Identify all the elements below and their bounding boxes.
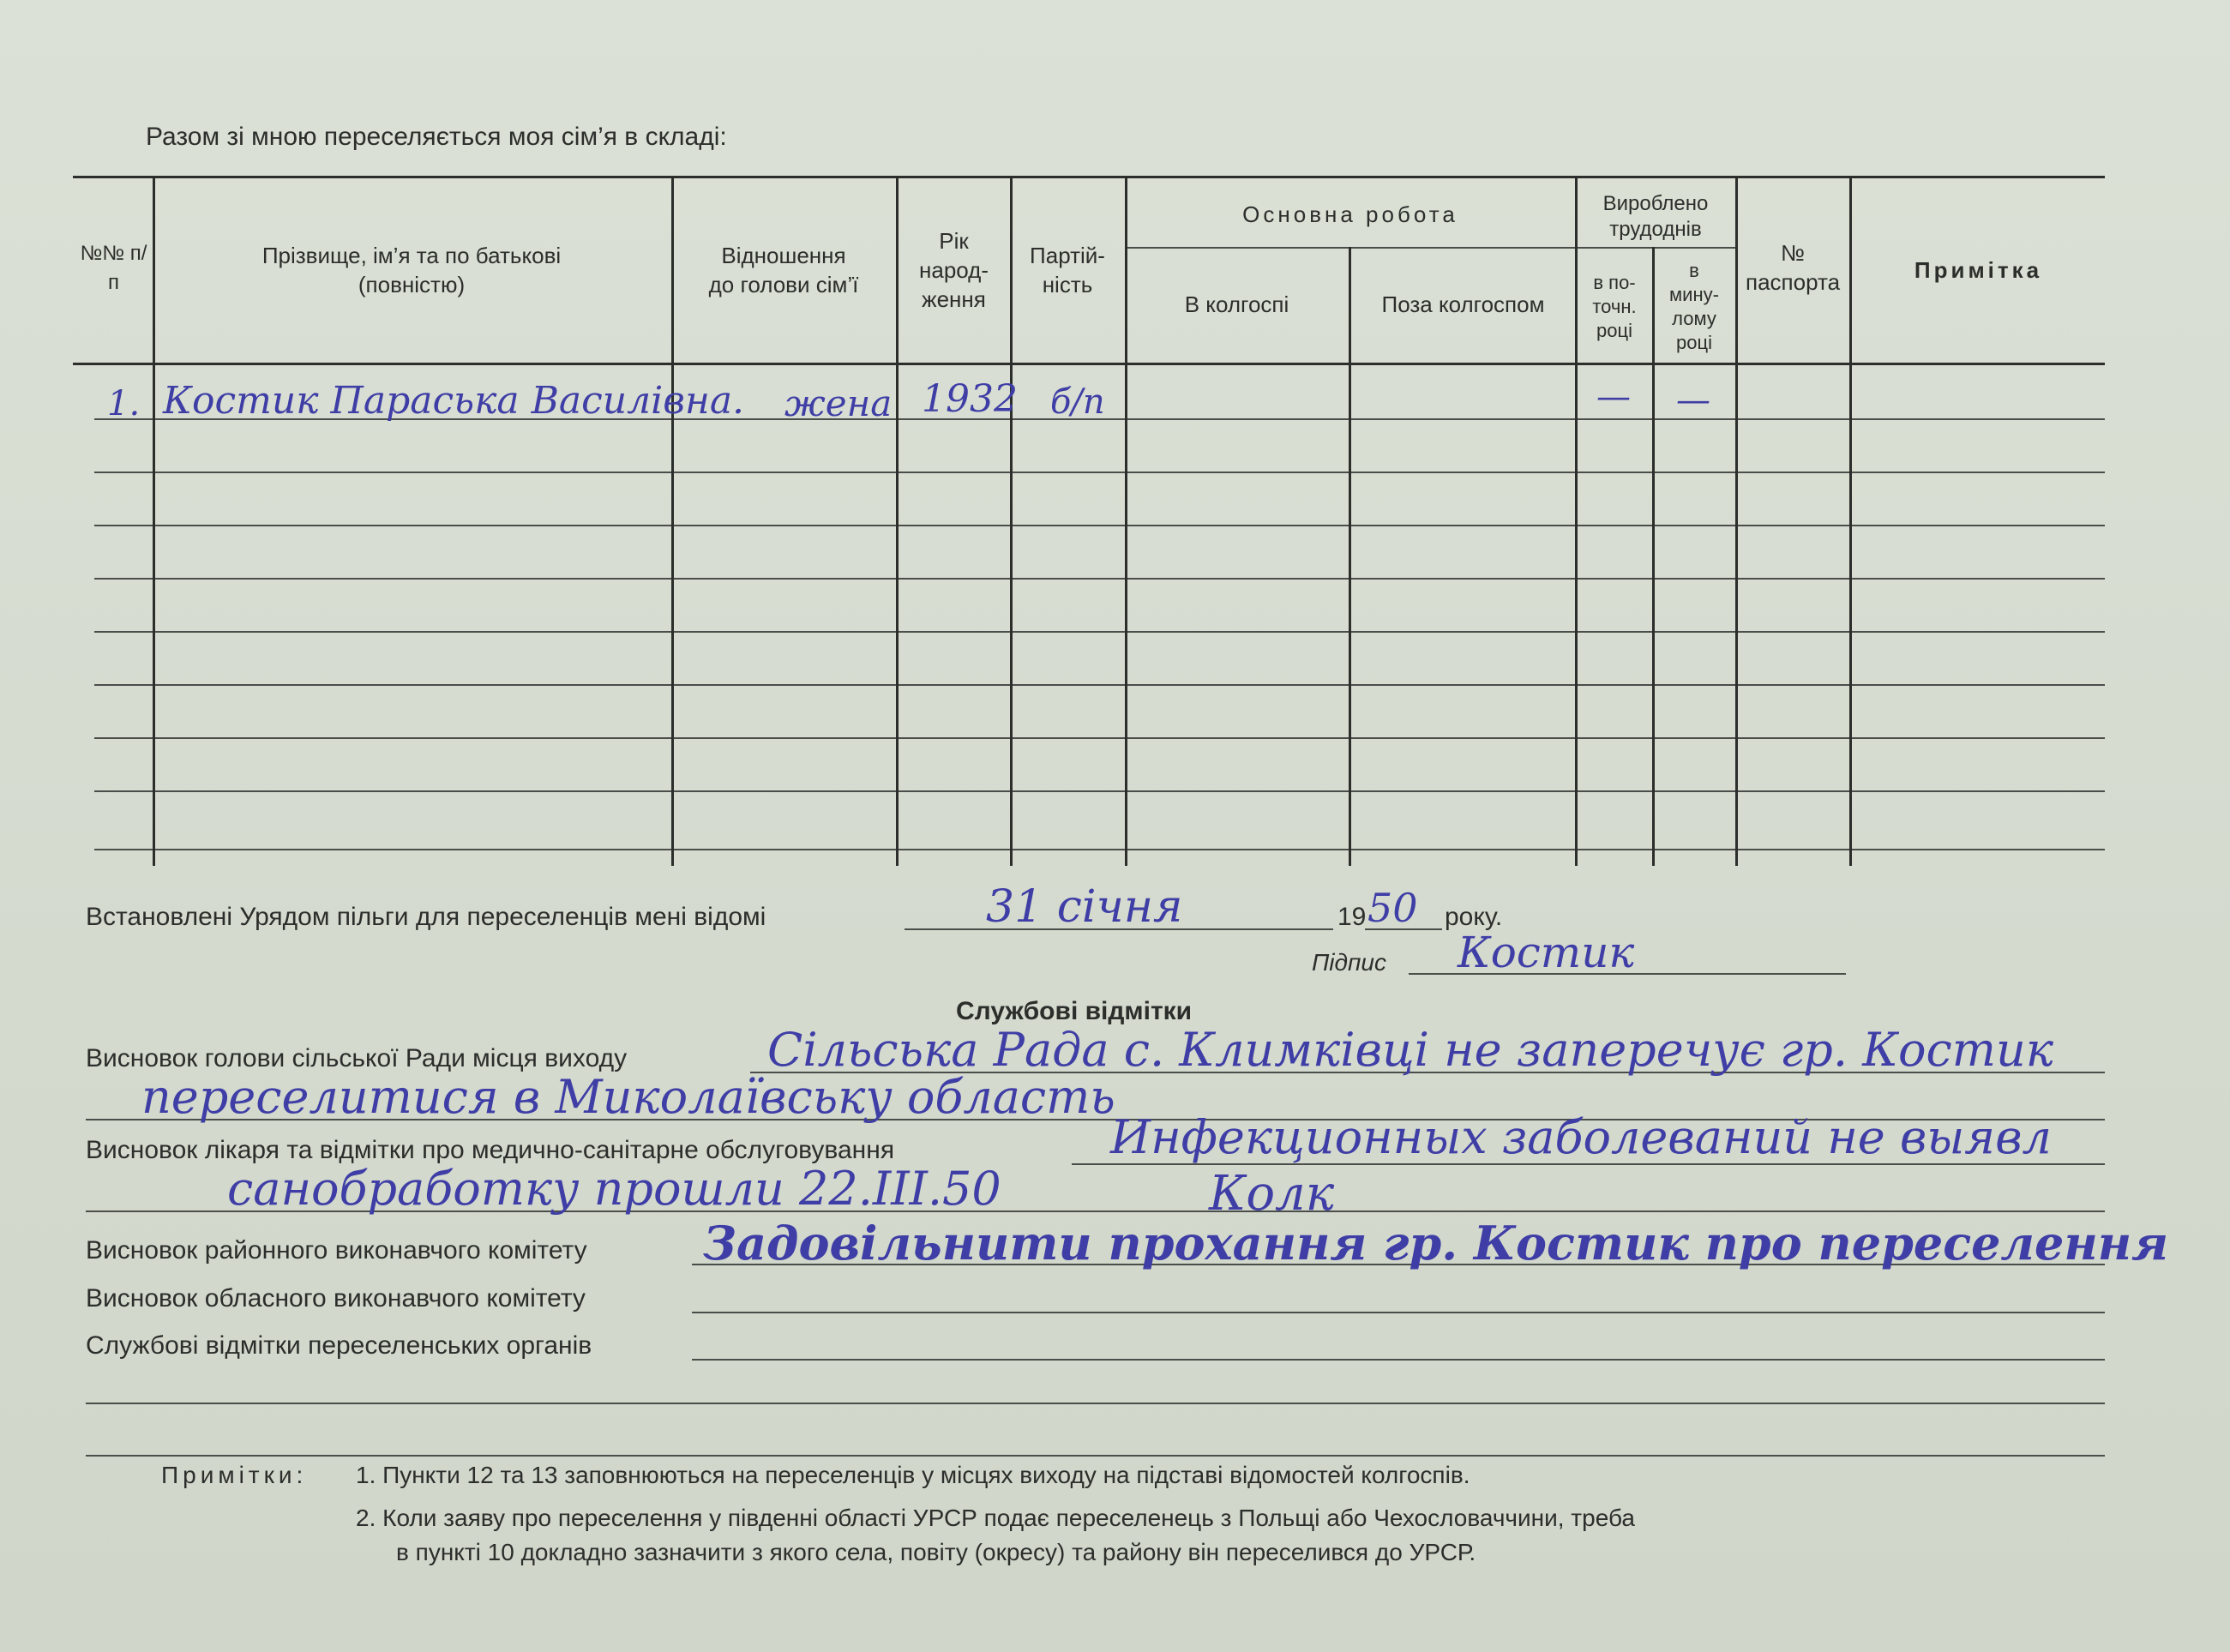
table-header-bottom-border	[73, 363, 2105, 365]
doctor-hand-sign: Колк	[1209, 1166, 1335, 1222]
col-divider-num	[153, 176, 155, 866]
row-1-num: 1.	[107, 384, 141, 424]
oblast-committee-line	[692, 1312, 2105, 1313]
header-workdays-last: в мину- лому році	[1669, 260, 1719, 353]
district-committee-label: Висновок районного виконавчого комітету	[86, 1236, 587, 1265]
row-1-relation: жена	[784, 382, 893, 424]
header-outside-kolhosp: Поза колгоспом	[1381, 291, 1545, 317]
header-party: Партій- ність	[1030, 243, 1105, 297]
row-line-2	[94, 472, 2105, 473]
col-divider-party	[1125, 176, 1127, 866]
notes-item-2-line-1: 2. Коли заяву про переселення у південні області УРСР подає переселенець з Польщі або Чехословаччини, треба	[356, 1505, 1635, 1531]
village-council-hand-2: переселитися в Миколаївську область	[141, 1070, 1115, 1124]
header-num: №№ п/п	[80, 242, 147, 294]
row-1-party: б/п	[1050, 382, 1105, 422]
row-line-6	[94, 684, 2105, 686]
doctor-label: Висновок лікаря та відмітки про медично-санітарне обслуговування	[86, 1136, 895, 1164]
header-workdays-current: в по- точн. році	[1592, 272, 1637, 341]
header-birth-year: Рік народ- ження	[919, 228, 989, 312]
resettlement-marks-line-2	[86, 1403, 2105, 1404]
village-council-label: Висновок голови сільської Ради місця виходу	[86, 1044, 628, 1072]
notes-item-1: 1. Пункти 12 та 13 заповнюються на переселенців у місцях виходу на підставі відомостей колгоспів.	[356, 1462, 1470, 1488]
row-1-name: Костик Параська Василівна.	[163, 379, 745, 423]
notes-item-2-line-2: в пункті 10 докладно зазначити з якого села, повіту (окресу) та району він переселився до УРСР.	[396, 1539, 1476, 1565]
benefits-year: 50	[1367, 885, 1418, 931]
header-relation: Відношення до голови сім’ї	[708, 243, 859, 297]
district-committee-hand: Задовільнити прохання гр. Костик про переселення	[703, 1216, 2169, 1271]
resettlement-marks-label: Службові відмітки переселенських органів	[86, 1331, 592, 1360]
benefits-year-suffix: року.	[1445, 903, 1503, 931]
header-name: Прізвище, ім’я та по батькові (повністю)	[261, 243, 562, 297]
col-divider-kolhosp	[1349, 247, 1351, 866]
header-note: Примітка	[1914, 257, 2043, 283]
oblast-committee-label: Висновок обласного виконавчого комітету	[86, 1284, 586, 1313]
signature: Костик	[1458, 928, 1635, 977]
doctor-hand-2: санобработку прошли 22.III.50	[227, 1162, 1001, 1216]
benefits-year-prefix: 19	[1337, 903, 1367, 931]
col-divider-relation	[896, 176, 899, 866]
header-in-kolhosp: В колгоспі	[1184, 291, 1289, 317]
benefits-label: Встановлені Урядом пільги для переселенців мені відомі	[86, 903, 766, 931]
intro-text: Разом зі мною переселяється моя сім’я в складі:	[146, 123, 727, 151]
header-main-work: Основна робота	[1242, 201, 1458, 227]
row-line-8	[94, 790, 2105, 792]
table-top-border	[73, 176, 2105, 178]
signature-label: Підпис	[1312, 949, 1386, 976]
header-workdays: Вироблено трудоднів	[1602, 191, 1709, 241]
service-title: Службові відмітки	[956, 997, 1193, 1025]
row-1-workdays-current: —	[1596, 377, 1631, 417]
row-line-4	[94, 578, 2105, 580]
row-1-workdays-last: —	[1676, 381, 1710, 420]
notes-heading: Примітки:	[161, 1462, 308, 1488]
resettlement-marks-line-3	[86, 1455, 2105, 1457]
row-1-birth-year: 1932	[922, 377, 1018, 421]
resettlement-marks-line-1	[692, 1359, 2105, 1361]
row-line-7	[94, 737, 2105, 739]
benefits-date: 31 січня	[986, 881, 1183, 933]
doctor-hand-1: Инфекционных заболеваний не выявл	[1110, 1110, 2052, 1164]
header-passport: № паспорта	[1745, 240, 1841, 295]
row-line-5	[94, 631, 2105, 633]
village-council-hand-1: Сільська Рада с. Климківці не заперечує гр. Костик	[767, 1023, 2053, 1077]
row-line-3	[94, 525, 2105, 526]
workdays-subdivider	[1575, 247, 1735, 249]
row-line-9	[94, 849, 2105, 850]
